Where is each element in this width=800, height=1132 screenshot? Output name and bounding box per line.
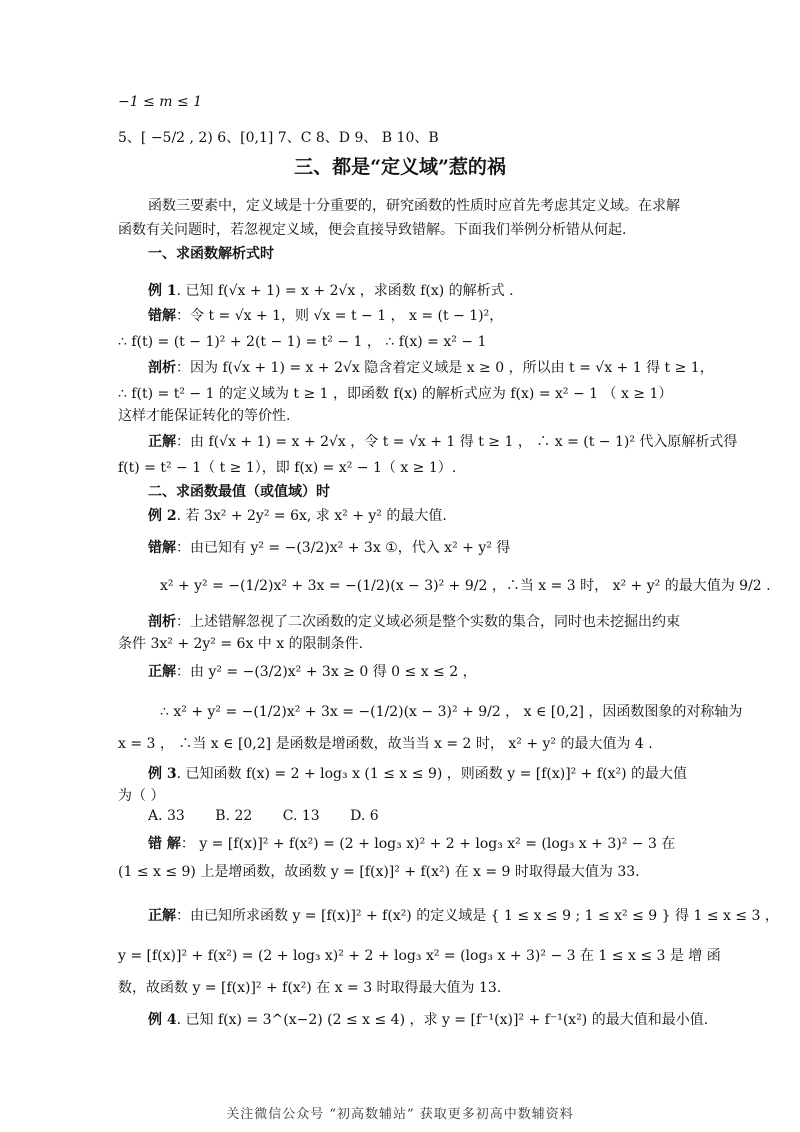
wrong-text: ：令 t = √x + 1，则 √x = t − 1 ， x = (t − 1)²，	[176, 308, 504, 324]
option-a: A. 33	[148, 808, 185, 824]
wrong-text: ： y = [f(x)]² + f(x²) = (2 + log₃ x)² + 2 + log₃ x² = (log₃ x + 3)² − 3 在	[180, 836, 676, 852]
example-label: 例 1	[148, 283, 177, 299]
wrong-label: 错解	[148, 540, 176, 556]
correct-label: 正解	[148, 664, 176, 680]
answer-line-1: −1 ≤ m ≤ 1	[118, 94, 203, 110]
wrong-label: 错 解	[148, 836, 181, 852]
example-label: 例 3	[148, 766, 177, 782]
correct-text: ：由已知所求函数 y = [f(x)]² + f(x²) 的定义域是 { 1 ≤ x ≤ 9 ; 1 ≤ x² ≤ 9 } 得 1 ≤ x ≤ 3 ，	[176, 908, 779, 924]
intro-line-1: 函数三要素中，定义域是十分重要的，研究函数的性质时应首先考虑其定义域。在求解	[148, 198, 680, 214]
example-label: 例 4	[148, 1012, 177, 1028]
example-3-question-2: 为（ ）	[118, 788, 165, 804]
example-2-analysis-1	[148, 612, 700, 632]
example-text: . 已知函数 f(x) = 2 + log₃ x (1 ≤ x ≤ 9) ，则函数 y = [f(x)]² + f(x²) 的最大值	[176, 766, 687, 782]
correct-text: ：由 y² = −(3/2)x² + 3x ≥ 0 得 0 ≤ x ≤ 2 ，	[176, 664, 477, 680]
example-3-correct-2: y = [f(x)]² + f(x²) = (2 + log₃ x)² + 2 + log₃ x² = (log₃ x + 3)² − 3 在 1 ≤ x ≤ 3 是 增 函	[118, 948, 721, 964]
example-3-correct-1	[148, 906, 779, 926]
example-2-wrong-2: x² + y² = −(1/2)x² + 3x = −(1/2)(x − 3)² + 9/2 ，∴当 x = 3 时， x² + y² 的最大值为 9/2 .	[160, 578, 771, 594]
example-label: 例 2	[148, 508, 177, 524]
correct-label: 正解	[148, 908, 176, 924]
example-2-correct-3: x = 3 ， ∴当 x ∈ [0,2] 是函数是增函数，故当当 x = 2 时， x² + y² 的最大值为 4 .	[118, 736, 653, 752]
example-2-wrong-1	[148, 538, 700, 558]
example-3-options	[148, 806, 700, 826]
example-3-wrong-2: (1 ≤ x ≤ 9) 上是增函数，故函数 y = [f(x)]² + f(x²) 在 x = 9 时取得最大值为 33.	[118, 864, 640, 880]
example-4-question	[148, 1010, 709, 1030]
example-3-wrong-1	[148, 834, 700, 854]
option-b: B. 22	[215, 808, 253, 824]
example-1-correct-2: f(t) = t² − 1（ t ≥ 1），即 f(x) = x² − 1（ x ≥ 1）.	[118, 460, 457, 476]
analysis-label: 剖析	[148, 360, 176, 376]
example-1-analysis-1	[148, 358, 714, 378]
wrong-label: 错解	[148, 308, 176, 324]
example-3-correct-3: 数，故函数 y = [f(x)]² + f(x²) 在 x = 3 时取得最大值为 13.	[118, 980, 502, 996]
example-2-correct-1	[148, 662, 700, 682]
correct-label: 正解	[148, 434, 176, 450]
analysis-text: ：因为 f(√x + 1) = x + 2√x 隐含着定义域是 x ≥ 0 ，所以由 t = √x + 1 得 t ≥ 1，	[176, 360, 714, 376]
correct-text: ：由 f(√x + 1) = x + 2√x ，令 t = √x + 1 得 t ≥ 1 ， ∴ x = (t − 1)² 代入原解析式得	[176, 434, 738, 450]
analysis-label: 剖析	[148, 614, 176, 630]
example-1-analysis-2: ∴ f(t) = t² − 1 的定义域为 t ≥ 1 ，即函数 f(x) 的解析式应为 f(x) = x² − 1 （ x ≥ 1）	[118, 386, 673, 402]
example-2-analysis-2: 条件 3x² + 2y² = 6x 中 x 的限制条件.	[118, 636, 364, 652]
example-1-analysis-3: 这样才能保证转化的等价性.	[118, 408, 291, 424]
analysis-text: ：上述错解忽视了二次函数的定义域必须是整个实数的集合，同时也未挖掘出约束	[176, 614, 680, 630]
example-3-question	[148, 764, 700, 784]
example-text: . 已知 f(x) = 3^(x−2) (2 ≤ x ≤ 4) ，求 y = [f⁻¹(x)]² + f⁻¹(x²) 的最大值和最小值.	[176, 1012, 709, 1028]
option-c: C. 13	[282, 808, 320, 824]
example-text: . 已知 f(√x + 1) = x + 2√x ，求函数 f(x) 的解析式 .	[176, 283, 514, 299]
answer-line-2: 5、[ −5/2 , 2) 6、[0,1] 7、C 8、D 9、 B 10、B	[118, 130, 439, 146]
footer-note: 关注微信公众号 “初高数辅站” 获取更多初高中数辅资料	[226, 1107, 574, 1122]
subheading-1: 一、求函数解析式时	[148, 246, 274, 262]
option-d: D. 6	[350, 808, 379, 824]
subheading-2: 二、求函数最值（或值域）时	[148, 484, 330, 500]
example-1-correct-1	[148, 432, 738, 452]
intro-line-2: 函数有关问题时，若忽视定义域，便会直接导致错解。下面我们举例分析错从何起.	[118, 222, 627, 238]
wrong-text: ：由已知有 y² = −(3/2)x² + 3x ①，代入 x² + y² 得	[176, 540, 511, 556]
section-title: 三、都是“定义域”惹的祸	[294, 156, 506, 178]
example-1-question	[148, 281, 700, 301]
example-text: . 若 3x² + 2y² = 6x, 求 x² + y² 的最大值.	[176, 508, 447, 524]
example-1-wrong-2: ∴ f(t) = (t − 1)² + 2(t − 1) = t² − 1 ， ∴ f(x) = x² − 1	[118, 334, 487, 350]
example-2-correct-2: ∴ x² + y² = −(1/2)x² + 3x = −(1/2)(x − 3)² + 9/2 ， x ∈ [0,2] ，因函数图象的对称轴为	[160, 704, 743, 720]
example-1-wrong-1	[148, 306, 700, 326]
example-2-question	[148, 506, 700, 526]
